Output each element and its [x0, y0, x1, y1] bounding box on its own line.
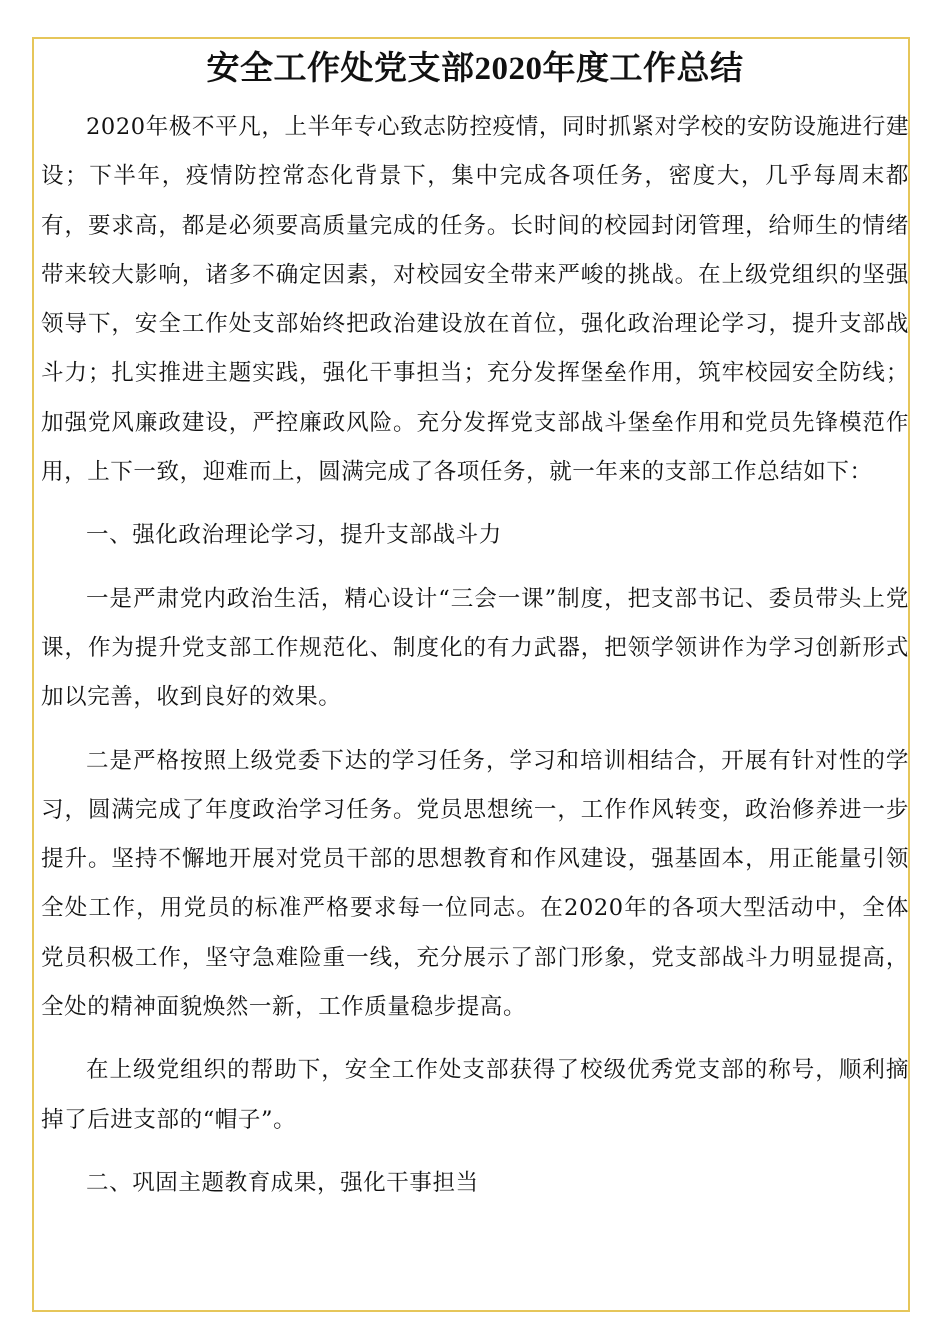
section-heading-2: 二、巩固主题教育成果，强化干事担当 [86, 1169, 479, 1196]
paragraph-honor: 在上级党组织的帮助下，安全工作处支部获得了校级优秀党支部的称号，顺利摘掉了后进支部的“帽子”。 [41, 1057, 909, 1133]
document-title: 安全工作处党支部2020年度工作总结 [206, 51, 744, 87]
paragraph-item-1: 一是严肃党内政治生活，精心设计“三会一课”制度，把支部书记、委员带头上党课，作为提升党支部工作规范化、制度化的有力武器，把领学领讲作为学习创新形式加以完善，收到良好的效果。 [41, 585, 909, 711]
intro-paragraph: 2020年极不平凡，上半年专心致志防控疫情，同时抓紧对学校的安防设施进行建设；下半年，疫情防控常态化背景下，集中完成各项任务，密度大，几乎每周末都有，要求高，都是必须要高质量完成的任务。长时间的校园封闭管理，给师生的情绪带来较大影响，诸多不确定因素，对校园安全带来严峻的挑战。在上级党组织的坚强领导下，安全工作处支部始终把政治建设放在首位，强化政治理论学习，提升支部战斗力；扎实推进主题实践，强化干事担当；充分发挥堡垒作用，筑牢校园安全防线；加强党风廉政建设，严控廉政风险。充分发挥党支部战斗堡垒作用和党员先锋模范作用，上下一致，迎难而上，圆满完成了各项任务，就一年来的支部工作总结如下： [41, 114, 909, 486]
paragraph-item-2: 二是严格按照上级党委下达的学习任务，学习和培训相结合，开展有针对性的学习，圆满完成了年度政治学习任务。党员思想统一，工作作风转变，政治修养进一步提升。坚持不懈地开展对党员干部的思想教育和作风建设，强基固本，用正能量引领全处工作，用党员的标准严格要求每一位同志。在2020年的各项大型活动中，全体党员积极工作，坚守急难险重一线，充分展示了部门形象，党支部战斗力明显提高，全处的精神面貌焕然一新，工作质量稳步提高。 [41, 747, 909, 1021]
document-body [41, 44, 909, 1208]
section-heading-1: 一、强化政治理论学习，提升支部战斗力 [86, 522, 502, 549]
